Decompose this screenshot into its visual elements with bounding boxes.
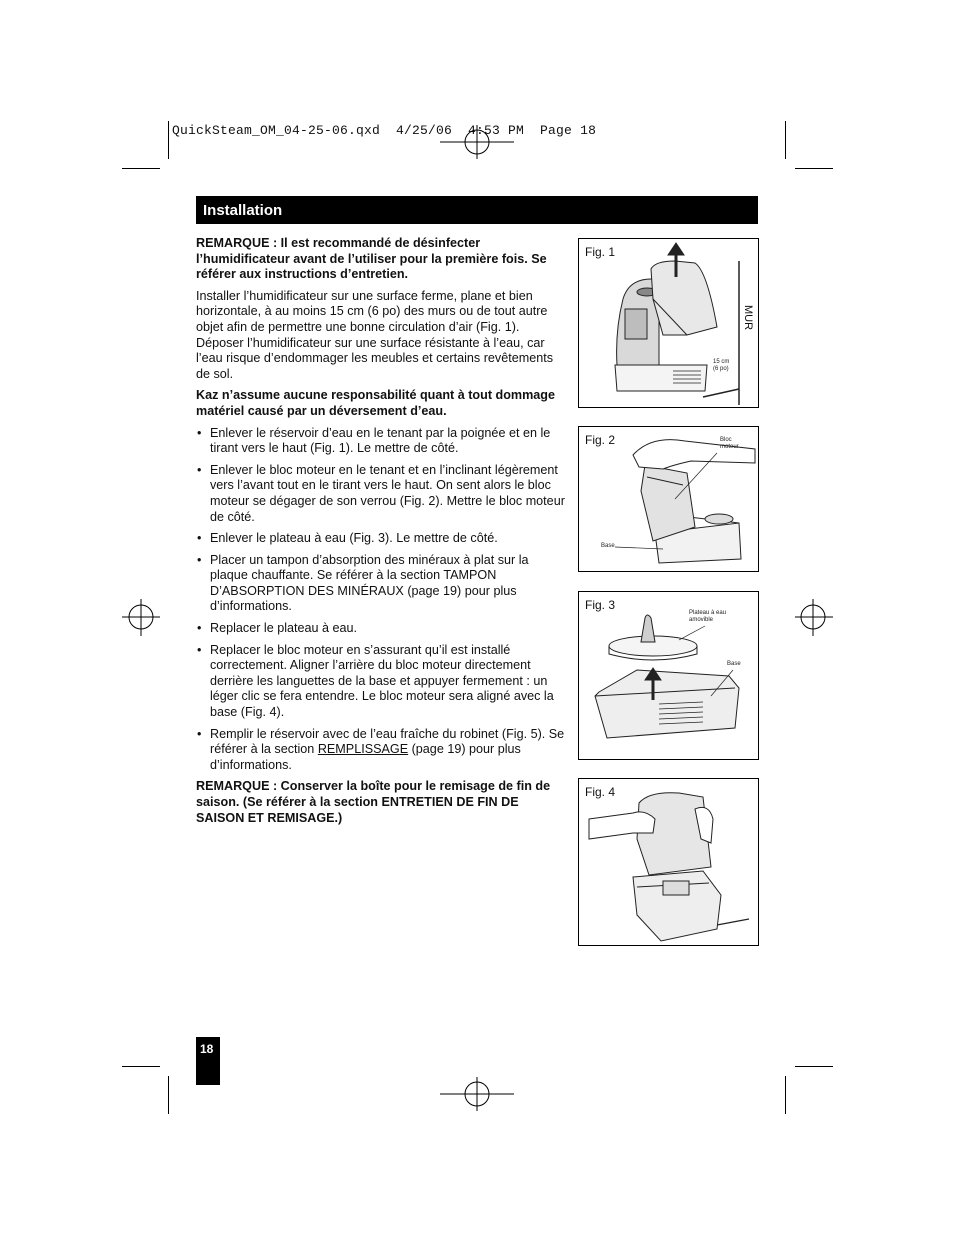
figure-3-label: Fig. 3 — [585, 598, 616, 612]
motor-block-replacement-illustration — [579, 779, 758, 945]
liability-warning: Kaz n’assume aucune responsabilité quant à tout dommage matériel causé par un déversement d’eau. — [196, 388, 555, 418]
figure-4-label: Fig. 4 — [585, 785, 616, 799]
step-item: • Replacer le plateau à eau. — [196, 621, 566, 637]
wall-label: MUR — [742, 305, 754, 331]
note-disinfect: REMARQUE : Il est recommandé de désinfecter l’humidificateur avant de l’utiliser pour la première fois. Se référer aux instructions d’entretien. — [196, 236, 547, 282]
refill-section-reference: REMPLISSAGE — [317, 742, 409, 757]
figure-2-label: Fig. 2 — [585, 433, 616, 447]
figure-1 — [578, 238, 759, 408]
water-tray-callout: Plateau à eau amovible — [689, 610, 727, 623]
step-item: • Enlever le réservoir d’eau en le tenant par la poignée et en le tirant vers le haut (Fig. 1). Le mettre de côté. — [196, 426, 566, 457]
distance-label: 15 cm (6 po) — [713, 359, 730, 372]
note-storage: REMARQUE : Conserver la boîte pour le remisage de fin de saison. (Se référer à la section ENTRETIEN DE FIN DE SAISON ET REMISAGE.) — [196, 779, 551, 825]
base-callout: Base — [601, 543, 615, 549]
figure-1-label: Fig. 1 — [585, 245, 616, 259]
step-item: • Enlever le bloc moteur en le tenant et en l’inclinant légèrement vers l’avant tout en le tirant vers le haut. On sent alors le bloc moteur se dégager de son verrou (Fig. 2). Mettre le bloc moteur de côté. — [196, 463, 566, 525]
step-item: • Replacer le bloc moteur en s’assurant qu’il est installé correctement. Aligner l’arrière du bloc moteur directement derrière les languettes de la base et appuyer fermement : un léger clic se fera entendre. Le bloc moteur sera aligné avec la base (Fig. 4). — [196, 643, 566, 721]
section-title: Installation — [203, 202, 283, 219]
figure-2 — [578, 426, 759, 572]
instructions-column — [196, 236, 566, 832]
steps-list — [196, 426, 566, 774]
page-number-box — [196, 1037, 220, 1085]
step-item-refill — [196, 727, 566, 774]
motor-block-callout: Bloc moteur — [720, 437, 739, 450]
step-text: Remplir le réservoir avec de l’eau fraîche du robinet (Fig. 5). Se référer à la section — [210, 726, 565, 757]
water-tray-removal-illustration — [579, 592, 758, 759]
page-number: 18 — [200, 1042, 214, 1056]
base-callout: Base — [727, 661, 741, 667]
placement-paragraph: Installer l’humidificateur sur une surface ferme, plane et bien horizontale, à au moins 15 cm (6 po) des murs ou de tout autre objet afin de permettre une bonne circulation d’air (Fig. 1). Déposer l’humidificateur sur une surface résistante à l’eau, car l’eau risque d’endommager les meubles et certains revêtements de sol. — [196, 288, 554, 381]
humidifier-wall-illustration — [579, 239, 758, 407]
file-slug: QuickSteam_OM_04-25-06.qxd 4/25/06 4:53 PM Page 18 — [172, 123, 597, 138]
step-text: (page 19) pour plus d’informations. — [210, 742, 521, 772]
figure-4 — [578, 778, 759, 946]
section-header — [196, 196, 758, 224]
figure-3 — [578, 591, 759, 760]
step-item: • Placer un tampon d’absorption des minéraux à plat sur la plaque chauffante. Se référer à la section TAMPON D’ABSORPTION DES MINÉRAUX (page 19) pour plus d’informations. — [196, 553, 566, 615]
step-item: • Enlever le plateau à eau (Fig. 3). Le mettre de côté. — [196, 531, 566, 547]
